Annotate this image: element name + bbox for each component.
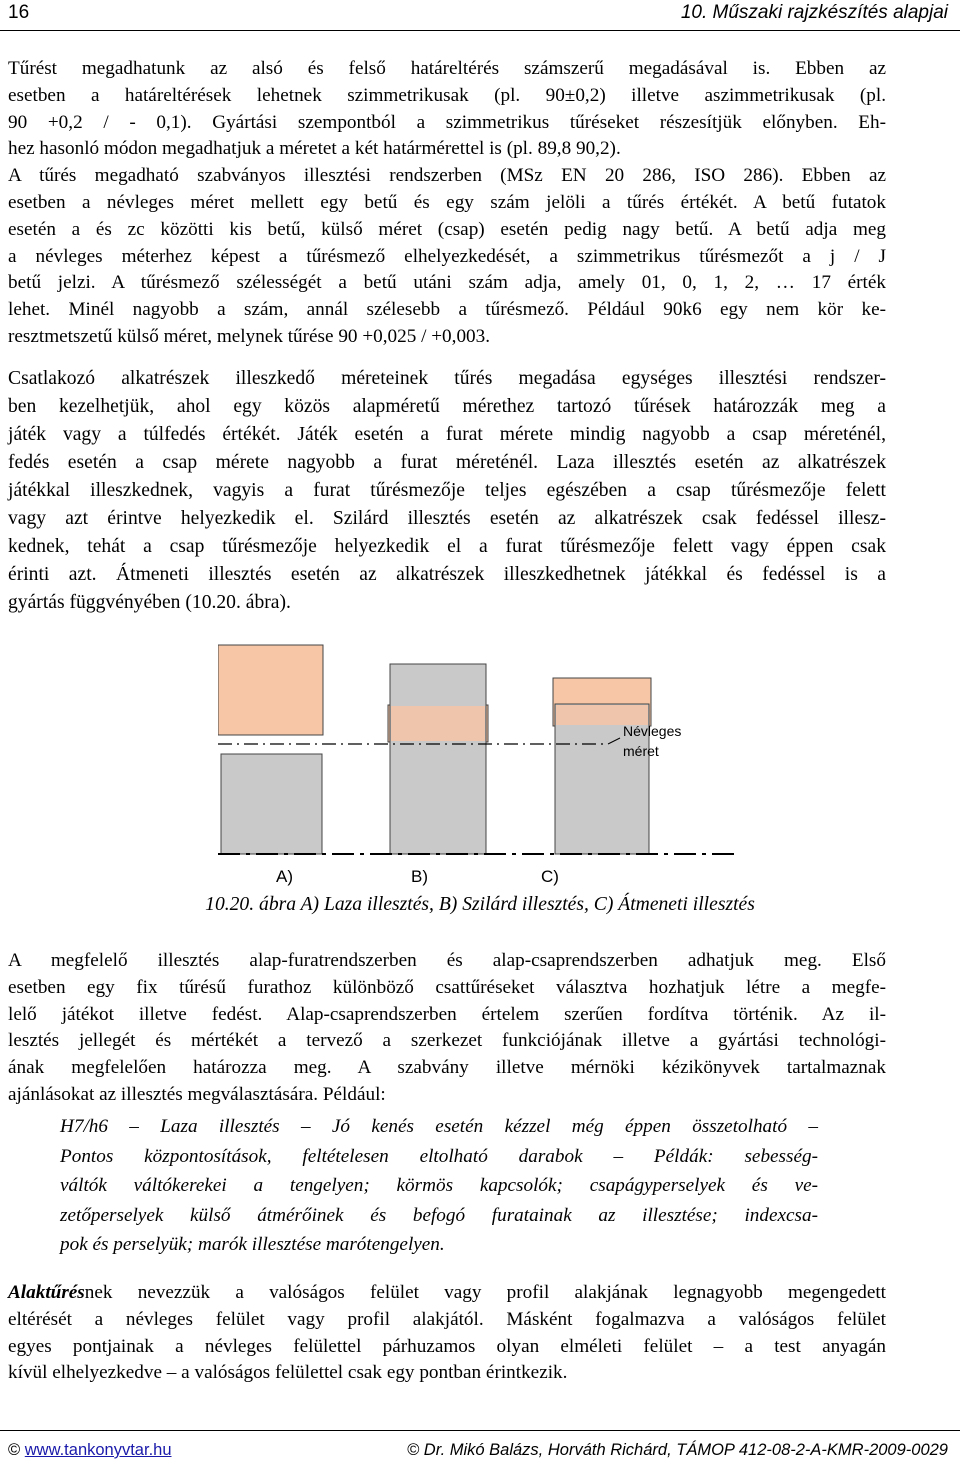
text-line: váltók váltókerekei a tengelyen; körmös kapcsolók; csapágyperselyek és ve- [60,1175,818,1196]
text-line: A tűrés megadható szabványos illesztési rendszerben (MSz EN 20 286, ISO 286). Ebben az [8,165,886,187]
page-header [0,0,960,31]
page-number: 16 [8,2,30,23]
paragraph-tolerance-deviation [8,56,886,351]
nominal-size-label-line1: Névleges [623,723,682,739]
text-line: esetben a névleges méret mellett egy betű és egy szám jelöli a tűrés értékét. A betű futatok [8,191,886,213]
paragraph-fit-system [8,365,886,617]
hole-tolerance-overlap-b [391,706,485,741]
text-fragment: nek nevezzük a valóságos felület vagy profil alakjának legnagyobb megengedett [84,1282,886,1303]
text-line: lehet. Minél nagyobb a szám, annál szélesebb a tűrésmező. Például 90k6 egy nem kör ke- [8,299,886,321]
text-line: A megfelelő illesztés alap-furatrendszerben és alap-csaprendszerben adhatjuk meg. Első [8,950,886,971]
text-line: ának megfelelően határozza meg. A szabvány illetve mérnöki kézikönyvek tartalmaznak [8,1057,886,1079]
example-h7-h6 [60,1112,818,1260]
text-line: pok és perselyük; marók illesztése marótengelyen. [60,1234,445,1255]
hole-tolerance-overlap-c [556,705,648,725]
text-line: lelő játékot illetve fedést. Alap-csaprendszerben értelem szerűen fordítva történik. Az il- [8,1003,886,1025]
nominal-size-label-line2: méret [623,743,659,759]
label-interference-fit: B) [411,867,428,886]
text-line: játék vagy a túlfedés értékét. Játék esetén a furat mérete mindig nagyobb a csap méreténél, [8,424,886,445]
text-line: kednek, tehát a csap tűrésmezője helyezkedik el a furat tűrésmezője felett vagy éppen csak [8,536,886,557]
text-line: gyártás függvényében (10.20. ábra). [8,592,291,613]
text-line [8,1280,886,1307]
text-line: ajánlásokat az illesztés megválasztására. Például: [8,1083,386,1105]
text-line: egyes pontjainak a névleges felülettel párhuzamos olyan elméleti felület – a test anyagán [8,1335,886,1357]
footer-left [8,1441,172,1460]
chapter-title: 10. Műszaki rajzkészítés alapjai [680,2,948,23]
text-line: ben kezelhetjük, ahol egy közös alapméretű mérethez tartozó tűrések határozzák meg a [8,396,886,417]
label-transition-fit: C) [541,867,559,886]
footer-credits: © Dr. Mikó Balázs, Horváth Richárd, TÁMOP 412-08-2-A-KMR-2009-0029 [407,1441,948,1459]
copyright-icon: © [8,1441,21,1459]
text-line: játékkal illeszkednek, vagyis a furat tűrésmezője teljes egészében a csap tűrésmezője felett [8,480,886,501]
text-line: Pontos központosítások, feltételesen eltolható darabok – Példák: sebesség- [60,1145,818,1167]
text-line: vagy azt érintve helyezkedik el. Szilárd illesztés esetén az alkatrészek csak fedéssel illesz- [8,508,886,529]
label-loose-fit: A) [276,867,293,886]
text-line: a névleges méterhez képest a tűrésmező elhelyezkedését, a szimmetrikus tűrésmezőt a j / J [8,245,886,267]
text-line: érinti azt. Átmeneti illesztés esetén az alkatrészek illeszkedhetnek játékkal és fedéssel is a [8,564,886,585]
text-line: kívül elhelyezkedve – a valóságos felülettel csak egy pontban érintkezik. [8,1362,568,1384]
text-line: resztmetszetű külső méret, melynek tűrése 90 +0,025 / +0,003. [8,325,491,347]
text-line: Tűrést megadhatunk az alsó és felső határeltérés számszerű megadásával is. Ebben az [8,58,886,79]
term-form-tolerance: Alaktűrés [8,1282,85,1303]
paragraph-basic-systems [8,948,886,1109]
text-line: lesztés jellegét és mértékét a tervező a szerkezet funkciójának illetve a gyártási technológi- [8,1030,886,1052]
page-footer [0,1430,960,1467]
text-line: betű jelzi. A tűrésmező szélességét a betű utáni szám adja, amely 01, 0, 1, 2, … 17 érték [8,272,886,294]
text-line: H7/h6 – Laza illesztés – Jó kenés esetén kézzel még éppen összetolható – [60,1116,818,1137]
shaft-tolerance-zone-a [221,754,322,854]
shaft-tolerance-zone-b [390,664,486,854]
text-line: 90 +0,2 / - 0,1). Gyártási szempontból a szimmetrikus tűréseket részesítjük előnyben. Eh- [8,111,886,133]
figure-caption: 10.20. ábra A) Laza illesztés, B) Szilárd illesztés, C) Átmeneti illesztés [205,894,755,915]
text-line: esetén a és zc közötti kis betű, külső méret (csap) esetén pedig nagy betű. A betű adja meg [8,218,886,240]
text-line: fedés esetén a csap mérete nagyobb a furat méreténél. Laza illesztés esetén az alkatrészek [8,452,886,473]
text-line: esetben egy fix tűrésű furathoz különböző csattűréseket választva hozhatjuk létre a megfe- [8,976,886,998]
paragraph-form-tolerance [8,1280,886,1387]
text-line: Csatlakozó alkatrészek illeszkedő méreteinek tűrés megadása egységes illesztési rendszer- [8,368,886,389]
text-line: hez hasonló módon megadhatjuk a méretet a két határmérettel is (pl. 89,8 90,2). [8,138,621,160]
text-line: zetőperselyek külső átmérőinek és befogó furatainak az illesztése; indexcsa- [60,1204,818,1226]
website-link[interactable]: www.tankonyvtar.hu [24,1441,172,1459]
text-line: esetben a határeltérések lehetnek szimmetrikusak (pl. 90±0,2) illetve aszimmetrikusak (pl. [8,84,886,106]
fit-types-figure [218,642,738,892]
text-line: eltérését a névleges felület vagy profil alakjától. Másként fogalmazva a valóságos felület [8,1308,886,1330]
hole-tolerance-zone-a [218,645,323,735]
